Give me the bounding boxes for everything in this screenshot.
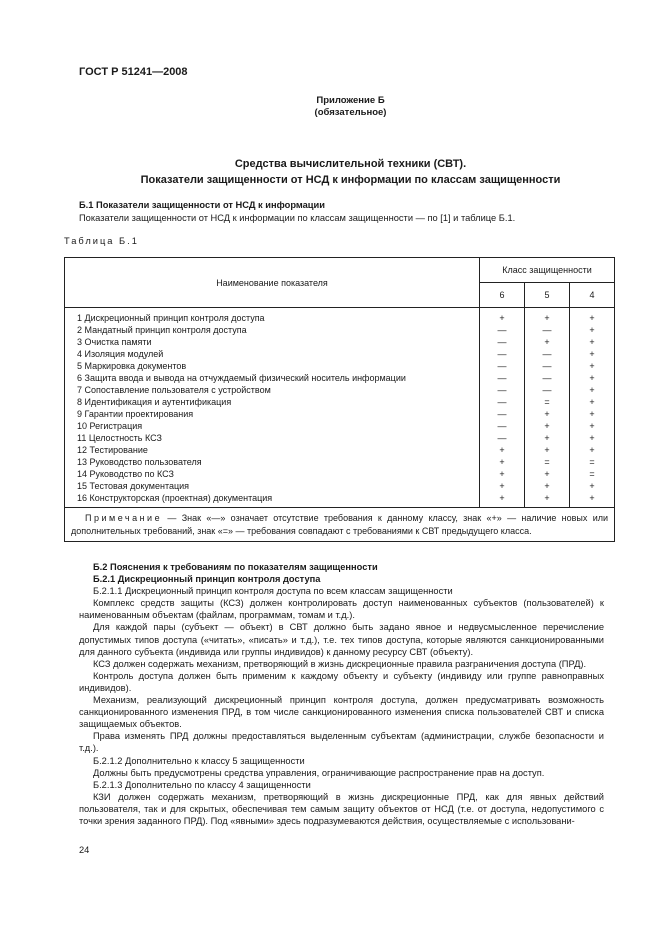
section-text: Показатели защищенности от НСД к информации по классам защищенности — по [1] и таблице Б.1. <box>79 213 516 223</box>
standard-header: ГОСТ Р 51241—2008 <box>79 66 188 78</box>
class-value: — <box>480 348 525 360</box>
class-value: — <box>525 384 570 396</box>
class-value: — <box>525 348 570 360</box>
table-row <box>65 336 615 348</box>
table-row <box>65 444 615 456</box>
class-value: + <box>480 492 525 508</box>
table-row <box>65 308 615 325</box>
class-value: + <box>570 396 615 408</box>
table-row <box>65 360 615 372</box>
class-value: + <box>525 480 570 492</box>
class-value: + <box>525 432 570 444</box>
title-line: Показатели защищенности от НСД к информации по классам защищенности <box>140 174 561 186</box>
table-row <box>65 456 615 468</box>
indicator-name: 13 Руководство пользователя <box>65 456 480 468</box>
paragraph: Должны быть предусмотрены средства управления, ограничивающие распространение прав на доступ. <box>93 767 545 778</box>
indicator-name: 7 Сопоставление пользователя с устройством <box>65 384 480 396</box>
class-value: — <box>525 324 570 336</box>
class-value: + <box>525 336 570 348</box>
class-value: — <box>480 324 525 336</box>
column-header-name: Наименование показателя <box>65 258 480 308</box>
class-header: 5 <box>525 283 570 308</box>
class-value: + <box>570 408 615 420</box>
table-row <box>65 468 615 480</box>
class-value: + <box>525 308 570 325</box>
indicator-name: 14 Руководство по КСЗ <box>65 468 480 480</box>
paragraph: Б.2.1.3 Дополнительно по классу 4 защищенности <box>93 779 311 790</box>
class-value: = <box>570 456 615 468</box>
indicator-name: 10 Регистрация <box>65 420 480 432</box>
class-value: = <box>525 396 570 408</box>
paragraph: КЗИ должен содержать механизм, претворяющий в жизнь дискреционные ПРД, как для явных действий пользователя, так и для скрытых, обеспечивая тем самым защиту объектов от НСД (т.е. от доступа, недопустимого с точки зрения заданного ПРД). Под «явными» здесь подразумеваются действия, осуществляемые с использовани- <box>79 791 604 826</box>
indicator-name: 8 Идентификация и аутентификация <box>65 396 480 408</box>
table-row <box>65 480 615 492</box>
paragraph: Права изменять ПРД должны предоставляться выделенным субъектам (администрации, службе безопасности и т.д.). <box>79 731 604 754</box>
table-note <box>65 508 615 542</box>
paragraph: Б.2.1.1 Дискреционный принцип контроля доступа по всем классам защищенности <box>93 586 453 597</box>
table-row <box>65 492 615 508</box>
class-value: — <box>480 336 525 348</box>
class-value: + <box>570 336 615 348</box>
table-row <box>65 396 615 408</box>
indicator-name: 15 Тестовая документация <box>65 480 480 492</box>
indicator-name: 6 Защита ввода и вывода на отчуждаемый физический носитель информации <box>65 372 480 384</box>
indicator-name: 16 Конструкторская (проектная) документация <box>65 492 480 508</box>
class-value: + <box>570 432 615 444</box>
table-row <box>65 408 615 420</box>
indicator-name: 2 Мандатный принцип контроля доступа <box>65 324 480 336</box>
class-value: + <box>570 384 615 396</box>
page-number: 24 <box>79 845 90 855</box>
table-row <box>65 432 615 444</box>
class-value: + <box>570 372 615 384</box>
appendix-title: Приложение Б <box>316 95 385 106</box>
class-value: + <box>525 492 570 508</box>
column-header-class: Класс защищенности <box>480 258 615 283</box>
table-row <box>65 372 615 384</box>
section-heading: Б.2.1 Дискреционный принцип контроля доступа <box>93 574 321 585</box>
paragraph: КСЗ должен содержать механизм, претворяющий в жизнь дискреционные правила разграничения доступа (ПРД). <box>93 658 587 669</box>
protection-table <box>64 257 615 542</box>
class-value: — <box>480 372 525 384</box>
class-value: + <box>525 444 570 456</box>
table-row <box>65 384 615 396</box>
class-value: — <box>480 360 525 372</box>
class-value: + <box>525 420 570 432</box>
note-text: — Знак «—» означает отсутствие требования к данному классу, знак «+» — наличие новых или дополнительных требований, знак «=» — требования совпадают с требованиями к СВТ предыдущего класса. <box>71 513 608 536</box>
indicator-name: 5 Маркировка документов <box>65 360 480 372</box>
class-value: + <box>525 468 570 480</box>
section-heading: Б.2 Пояснения к требованиям по показателям защищенности <box>93 562 378 572</box>
class-value: + <box>570 360 615 372</box>
class-header: 4 <box>570 283 615 308</box>
class-value: — <box>525 360 570 372</box>
section-b2 <box>79 561 604 827</box>
class-value: — <box>480 432 525 444</box>
indicator-name: 3 Очистка памяти <box>65 336 480 348</box>
paragraph: Комплекс средств защиты (КСЗ) должен контролировать доступ наименованных субъектов (пользователей) к наименованным объектам (файлам, программам, томам и т.д.). <box>79 598 604 621</box>
table-row <box>65 420 615 432</box>
appendix-type: (обязательное) <box>314 107 387 118</box>
class-value: + <box>570 348 615 360</box>
class-value: — <box>480 396 525 408</box>
class-value: + <box>480 444 525 456</box>
indicator-name: 1 Дискреционный принцип контроля доступа <box>65 308 480 325</box>
indicator-name: 9 Гарантии проектирования <box>65 408 480 420</box>
paragraph: Механизм, реализующий дискреционный принцип контроля доступа, должен предусматривать возможность санкционированного изменения ПРД, в том числе санкционированного изменения списка пользователей СВТ и списка защищаемых объектов. <box>79 695 604 730</box>
class-value: + <box>570 308 615 325</box>
class-value: + <box>480 308 525 325</box>
class-value: + <box>480 468 525 480</box>
class-value: + <box>570 444 615 456</box>
table-caption: Таблица Б.1 <box>64 236 139 246</box>
class-value: + <box>480 456 525 468</box>
class-value: + <box>570 480 615 492</box>
section-b1 <box>79 199 604 225</box>
class-value: — <box>480 420 525 432</box>
table-row <box>65 348 615 360</box>
indicator-name: 4 Изоляция модулей <box>65 348 480 360</box>
class-header: 6 <box>480 283 525 308</box>
appendix-heading <box>0 95 661 119</box>
class-value: = <box>570 468 615 480</box>
paragraph: Контроль доступа должен быть применим к каждому объекту и субъекту (индивиду или группе равноправных индивидов). <box>79 670 604 693</box>
class-value: — <box>480 384 525 396</box>
class-value: + <box>570 420 615 432</box>
appendix-main-title <box>0 156 661 188</box>
section-heading: Б.1 Показатели защищенности от НСД к информации <box>79 200 325 210</box>
indicator-name: 11 Целостность КСЗ <box>65 432 480 444</box>
indicator-name: 12 Тестирование <box>65 444 480 456</box>
class-value: + <box>480 480 525 492</box>
class-value: — <box>480 408 525 420</box>
class-value: + <box>570 324 615 336</box>
class-value: + <box>570 492 615 508</box>
paragraph: Для каждой пары (субъект — объект) в СВТ должно быть задано явное и недвусмысленное перечисление допустимых типов доступа («читать», «писать» и т.д.), т.е. тех типов доступа, которые являются санкционированными для данного субъекта (индивида или группы индивидов) к данному ресурсу СВТ (объекту). <box>79 622 604 657</box>
class-value: — <box>525 372 570 384</box>
table-row <box>65 324 615 336</box>
note-label: Примечание <box>85 513 163 523</box>
class-value: = <box>525 456 570 468</box>
class-value: + <box>525 408 570 420</box>
paragraph: Б.2.1.2 Дополнительно к классу 5 защищенности <box>93 755 305 766</box>
title-line: Средства вычислительной техники (СВТ). <box>234 158 467 170</box>
